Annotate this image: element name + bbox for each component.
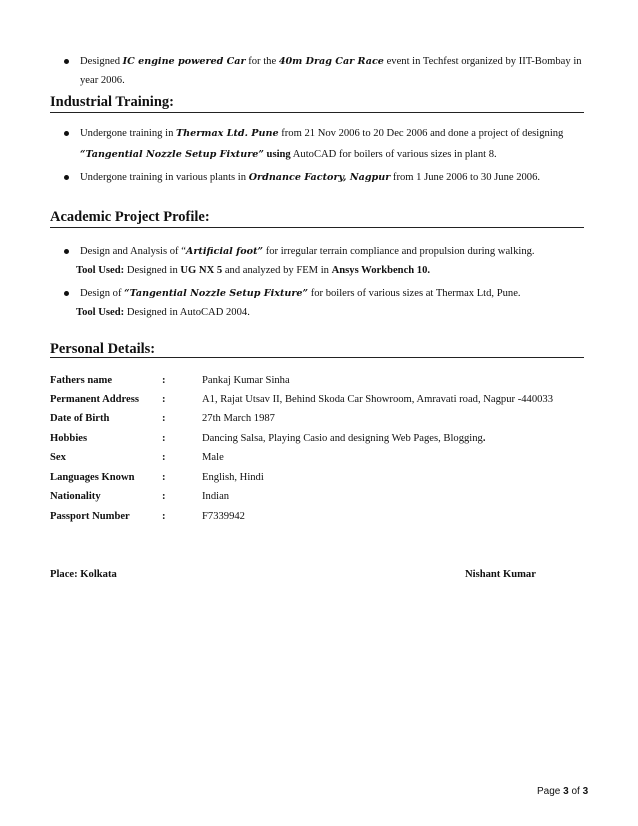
row-value-languages: English, Hindi (202, 472, 264, 483)
industrial-heading: Industrial Training: (50, 94, 174, 110)
row-value-sex: Male (202, 452, 224, 463)
academic-heading: Academic Project Profile: (50, 209, 210, 225)
emphasis: 40m Drag Car Race (278, 56, 384, 67)
row-colon: : (162, 375, 166, 386)
emphasis: “Tangential Nozzle Setup Fixture” (124, 288, 309, 299)
bullet-dot (64, 59, 69, 64)
intro-line-cont: year 2006. (80, 75, 125, 86)
bold-text: using (263, 149, 291, 160)
row-value-hobbies (202, 433, 486, 444)
row-label-languages: Languages Known (50, 472, 135, 483)
signature-name: Nishant Kumar (465, 569, 536, 580)
text: for boilers of various sizes at Thermax Ltd, Pune. (308, 288, 521, 299)
academic-item-2 (80, 287, 521, 301)
row-label-date-of-birth: Date of Birth (50, 413, 110, 424)
text: Designed (80, 56, 123, 67)
row-colon: : (162, 511, 166, 522)
row-label-permanent-address: Permanent Address (50, 394, 139, 405)
text: Designed in (124, 265, 181, 276)
row-value-passport: F7339942 (202, 511, 245, 522)
intro-line (80, 55, 582, 69)
row-colon: : (162, 472, 166, 483)
row-value-permanent-address: A1, Rajat Utsav II, Behind Skoda Car Showroom, Amravati road, Nagpur -440033 (202, 394, 554, 405)
row-value-date-of-birth: 27th March 1987 (202, 413, 275, 424)
text: event in Techfest organized by IIT-Bombay in (383, 56, 582, 67)
total-pages: 3 (582, 786, 589, 797)
text: Designed in AutoCAD 2004. (124, 307, 250, 318)
row-colon: : (162, 394, 166, 405)
text: and analyzed by FEM in (222, 265, 332, 276)
text: AutoCAD for boilers of various sizes in plant 8. (290, 149, 497, 160)
row-label-hobbies: Hobbies (50, 433, 88, 444)
industrial-item-1-cont (80, 148, 497, 162)
row-value-nationality: Indian (202, 491, 230, 502)
bold-text: UG NX 5 (180, 265, 223, 276)
text: Dancing Salsa, Playing Casio and designing Web Pages, Blogging (202, 433, 483, 444)
text: Design and Analysis of “ (80, 246, 186, 257)
emphasis: Ordnance Factory, Nagpur (248, 172, 391, 183)
tool-label: Tool Used: (76, 265, 125, 276)
industrial-item-2 (80, 171, 540, 185)
text: Design of (80, 288, 125, 299)
academic-item-1 (80, 245, 535, 259)
row-colon: : (162, 413, 166, 424)
section-rule (50, 112, 584, 113)
page-number (537, 786, 588, 797)
emphasis: IC engine powered Car (122, 56, 246, 67)
bullet-dot (64, 291, 69, 296)
text: Page (537, 786, 564, 797)
bullet-dot (64, 131, 69, 136)
section-rule (50, 357, 584, 358)
bold-text: . (482, 433, 486, 444)
text: from 21 Nov 2006 to 20 Dec 2006 and done a project of designing (278, 128, 564, 139)
row-colon: : (162, 433, 166, 444)
row-label-nationality: Nationality (50, 491, 101, 502)
tool-label: Tool Used: (76, 307, 125, 318)
industrial-item-1 (80, 127, 563, 141)
emphasis: Artificial foot” (185, 246, 264, 257)
row-label-passport: Passport Number (50, 511, 130, 522)
bullet-dot (64, 175, 69, 180)
text: for irregular terrain compliance and propulsion during walking. (263, 246, 535, 257)
academic-item-1-tool (76, 264, 430, 278)
bullet-dot (64, 249, 69, 254)
emphasis: “Tangential Nozzle Setup Fixture” (80, 149, 264, 160)
row-colon: : (162, 452, 166, 463)
row-label-sex: Sex (50, 452, 66, 463)
academic-item-2-tool (76, 306, 250, 320)
bold-text: Ansys Workbench 10. (331, 265, 431, 276)
text: for the (245, 56, 279, 67)
text: Undergone training in (80, 128, 177, 139)
place-text: Place: Kolkata (50, 569, 117, 580)
personal-heading: Personal Details: (50, 341, 156, 357)
emphasis: Thermax Ltd. Pune (176, 128, 279, 139)
row-value-fathers-name: Pankaj Kumar Sinha (202, 375, 290, 386)
current-page: 3 (563, 786, 569, 797)
row-colon: : (162, 491, 166, 502)
text: Undergone training in various plants in (80, 172, 249, 183)
section-rule (50, 227, 584, 228)
row-label-fathers-name: Fathers name (50, 375, 113, 386)
text: of (568, 786, 583, 797)
text: from 1 June 2006 to 30 June 2006. (390, 172, 541, 183)
